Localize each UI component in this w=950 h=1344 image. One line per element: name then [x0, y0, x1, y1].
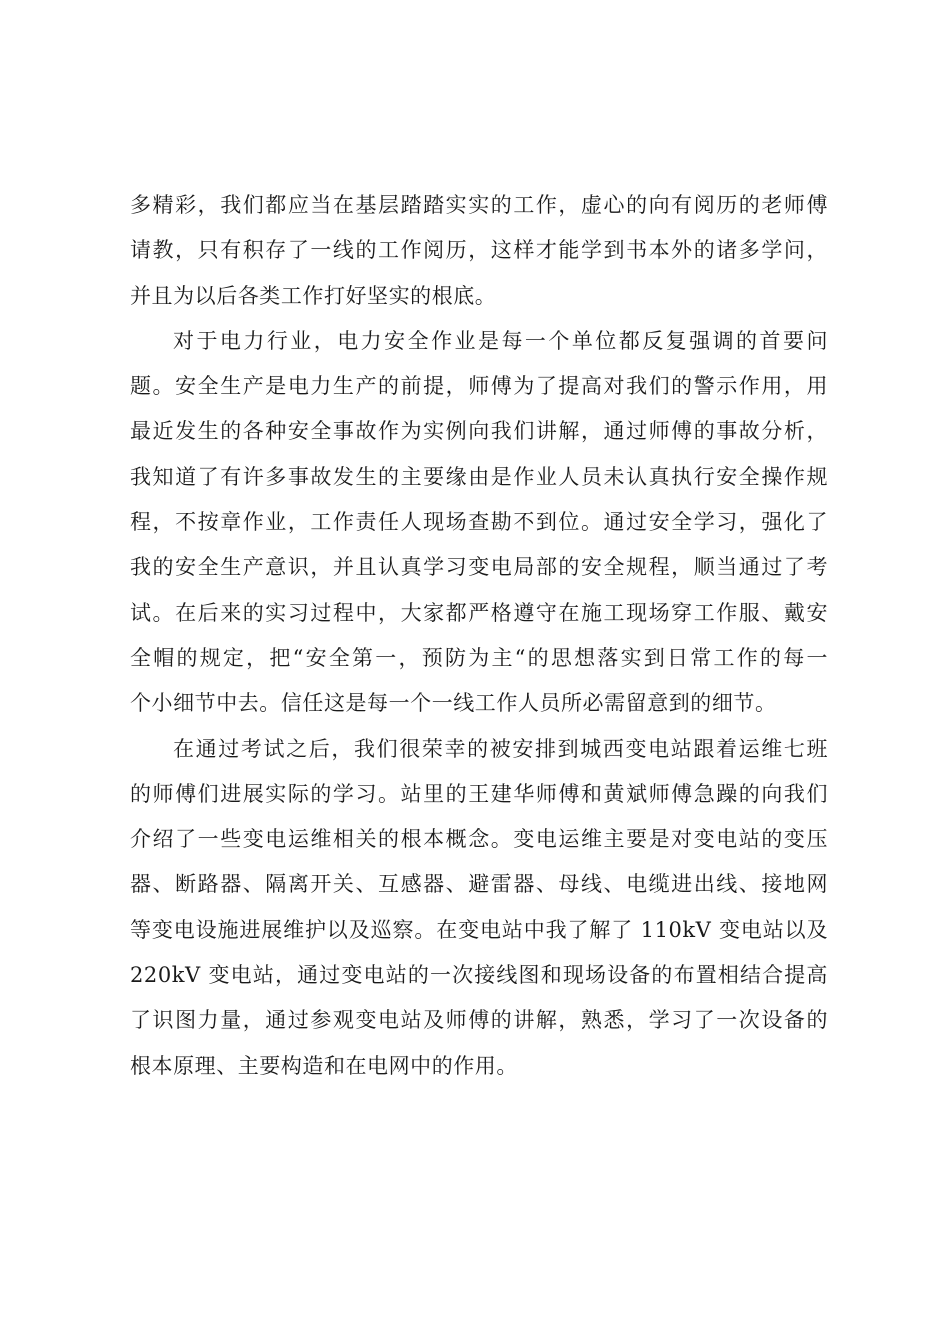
text-line: 全帽的规定，把“安全第一，预防为主“的思想落实到日常工作的每一 [130, 645, 828, 670]
text-line: 了识图力量，通过参观变电站及师傅的讲解，熟悉，学习了一次设备的 [130, 1008, 828, 1033]
text-line: 在通过考试之后，我们很荣幸的被安排到城西变电站跟着运维七班 [173, 736, 828, 761]
text-line: 根本原理、主要构造和在电网中的作用。 [130, 1053, 518, 1078]
text-line: 220kV 变电站，通过变电站的一次接线图和现场设备的布置相结合提高 [130, 963, 828, 988]
text-line: 我的安全生产意识，并且认真学习变电局部的安全规程，顺当通过了考 [130, 555, 828, 580]
text-line: 试。在后来的实习过程中，大家都严格遵守在施工现场穿工作服、戴安 [130, 600, 828, 625]
text-line: 多精彩，我们都应当在基层踏踏实实的工作，虚心的向有阅历的老师傅 [130, 193, 828, 217]
text-line: 器、断路器、隔离开关、互感器、避雷器、母线、电缆进出线、接地网 [130, 872, 828, 897]
body-text [130, 183, 828, 1089]
text-line: 题。安全生产是电力生产的前提，师傅为了提高对我们的警示作用，用 [130, 374, 828, 399]
text-line: 个小细节中去。信任这是每一个一线工作人员所必需留意到的细节。 [130, 691, 777, 716]
text-line: 等变电设施进展维护以及巡察。在变电站中我了解了 110kV 变电站以及 [130, 917, 828, 942]
text-line: 并且为以后各类工作打好坚实的根底。 [130, 283, 497, 308]
text-line: 介绍了一些变电运维相关的根本概念。变电运维主要是对变电站的变压 [130, 827, 828, 852]
text-line: 我知道了有许多事故发生的主要缘由是作业人员未认真执行安全操作规 [130, 464, 828, 489]
text-line: 最近发生的各种安全事故作为实例向我们讲解，通过师傅的事故分析， [130, 419, 828, 444]
text-line: 程，不按章作业，工作责任人现场查勘不到位。通过安全学习，强化了 [130, 510, 828, 535]
text-line: 请教，只有积存了一线的工作阅历，这样才能学到书本外的诸多学问， [130, 238, 828, 263]
text-line: 对于电力行业，电力安全作业是每一个单位都反复强调的首要问 [173, 328, 828, 353]
text-line: 的师傅们进展实际的学习。站里的王建华师傅和黄斌师傅急躁的向我们 [130, 781, 828, 806]
